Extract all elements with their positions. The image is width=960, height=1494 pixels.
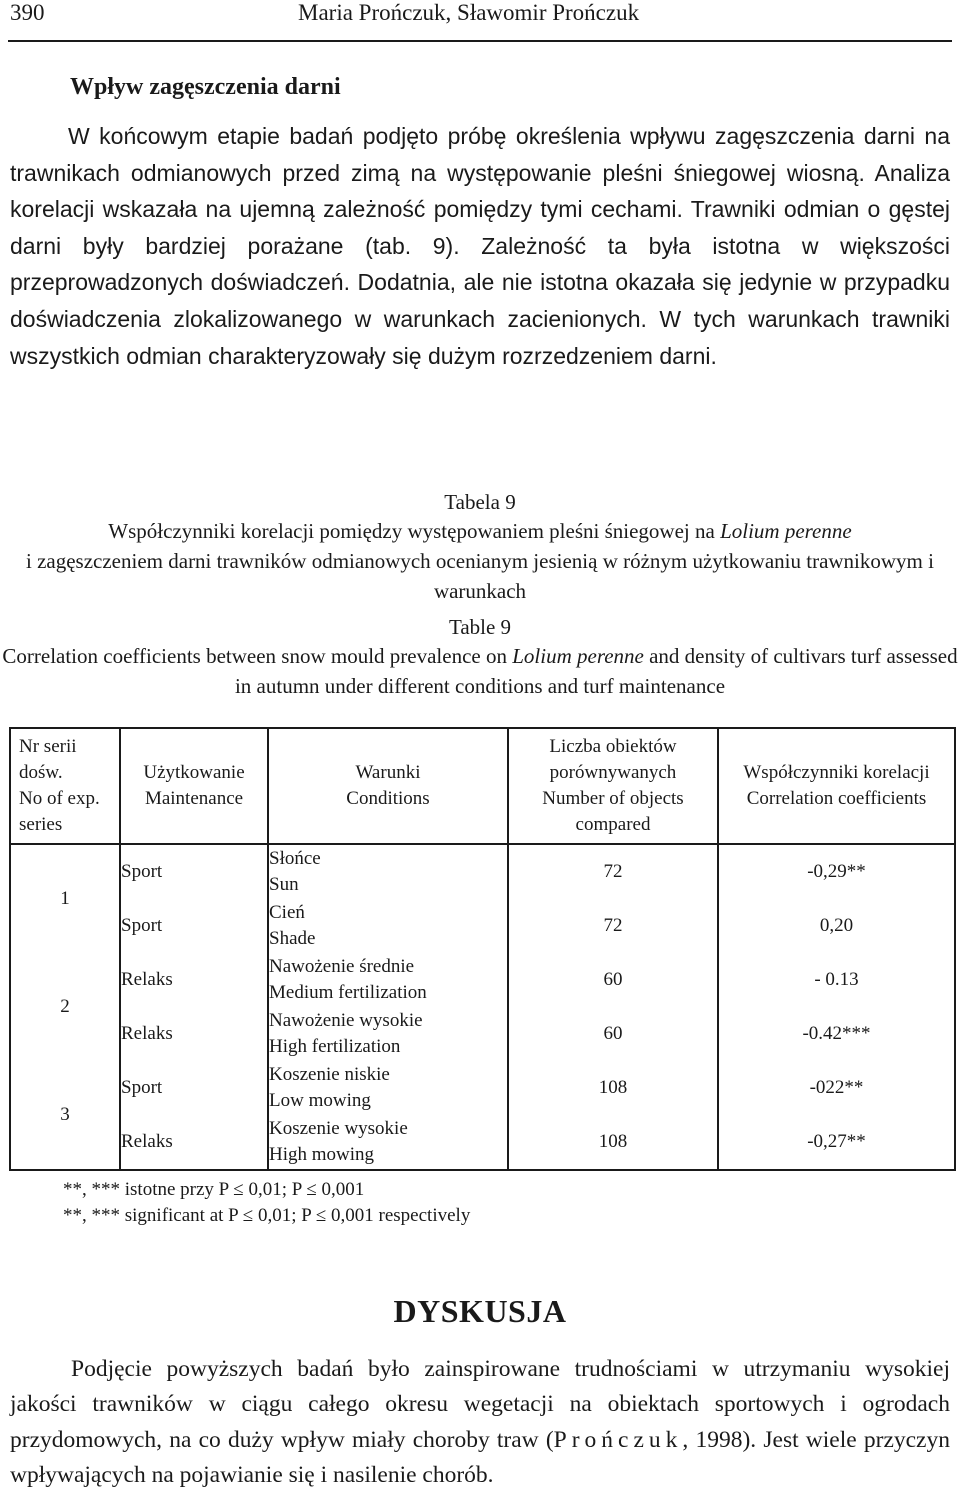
- header-correlation-line: Correlation coefficients: [746, 788, 927, 809]
- correlation-table: [9, 727, 956, 1171]
- objects-cell: 60: [603, 969, 623, 990]
- table-header-row: [10, 728, 955, 844]
- table-footnote-en: **, *** significant at P ≤ 0,01; P ≤ 0,001 respectively: [63, 1205, 471, 1226]
- maintenance-cell: Sport: [121, 861, 163, 882]
- caption-en-species: Lolium perenne: [512, 644, 644, 668]
- discussion-text-end: , 1998). Jest wiele przyczyn wpływających na pojawianie się i nasilenie chorób.: [10, 1426, 950, 1489]
- table-footnote-pl: **, *** istotne przy P ≤ 0,01; P ≤ 0,001: [63, 1179, 365, 1200]
- correlation-cell: -0,27**: [807, 1131, 866, 1152]
- header-conditions-line: Conditions: [346, 788, 430, 809]
- condition-en: Low mowing: [269, 1090, 371, 1111]
- header-objects-line: compared: [575, 814, 651, 835]
- condition-pl: Słońce: [269, 848, 321, 869]
- section-heading: Wpływ zagęszczenia darni: [70, 74, 341, 100]
- condition-pl: Nawożenie wysokie: [269, 1010, 423, 1031]
- condition-en: High fertilization: [269, 1036, 401, 1057]
- caption-pl-species: Lolium perenne: [720, 519, 852, 543]
- condition-pl: Nawożenie średnie: [269, 956, 415, 977]
- condition-pl: Koszenie niskie: [269, 1064, 390, 1085]
- objects-cell: 72: [603, 915, 623, 936]
- header-series-line: Nr serii: [19, 736, 77, 757]
- header-rule: [8, 40, 952, 42]
- maintenance-cell: Relaks: [121, 1023, 173, 1044]
- header-objects: [508, 728, 718, 844]
- objects-column: [508, 844, 718, 1170]
- objects-cell: 108: [598, 1077, 628, 1098]
- header-objects-line: Number of objects: [542, 788, 684, 809]
- table-label-en: Table 9: [448, 615, 512, 639]
- table-caption-pl: [0, 516, 960, 606]
- running-head: [0, 0, 960, 40]
- header-maintenance: [120, 728, 268, 844]
- condition-en: High mowing: [269, 1144, 375, 1165]
- conditions-cell: [269, 1061, 507, 1115]
- objects-cell: 72: [603, 861, 623, 882]
- condition-pl: Koszenie wysokie: [269, 1118, 408, 1139]
- maintenance-cell: Sport: [121, 915, 163, 936]
- caption-pl-text-end: i zagęszczeniem darni trawników odmianowych ocenianym jesienią w różnym użytkowaniu trawnikowym i warunkach: [26, 549, 934, 603]
- header-series: [10, 728, 120, 844]
- header-maintenance-line: Użytkowanie: [143, 762, 245, 783]
- header-series-line: No of exp.: [19, 788, 100, 809]
- cited-author: Prończuk: [553, 1426, 683, 1453]
- condition-en: Medium fertilization: [269, 982, 427, 1003]
- objects-cell: 108: [598, 1131, 628, 1152]
- header-objects-line: Liczba obiektów: [549, 736, 677, 757]
- maintenance-cell: Relaks: [121, 969, 173, 990]
- discussion-paragraph: [10, 1352, 950, 1494]
- series-cell: 3: [60, 1104, 70, 1125]
- caption-en-text-end: and density of cultivars turf assessed in autumn under different conditions and turf maintenance: [234, 644, 958, 698]
- correlation-cell: - 0.13: [814, 969, 859, 990]
- discussion-text: Podjęcie powyższych badań było zainspirowane trudnościami w utrzymaniu wysokiej jakości trawników w ciągu całego okresu wegetacji na obiektach sportowych i ogrodach przydomowych, na co duży wpływ miały choroby traw (: [10, 1356, 950, 1453]
- correlation-column: [718, 844, 955, 1170]
- series-column: [10, 844, 120, 1170]
- header-correlation: [718, 728, 955, 844]
- header-conditions: [268, 728, 508, 844]
- correlation-cell: -0,29**: [807, 861, 866, 882]
- maintenance-cell: Sport: [121, 1077, 163, 1098]
- correlation-cell: 0,20: [819, 915, 854, 936]
- conditions-column: [268, 844, 508, 1170]
- running-head-authors: Maria Prończuk, Sławomir Prończuk: [298, 0, 640, 25]
- header-objects-line: porównywanych: [549, 762, 677, 783]
- discussion-heading: DYSKUSJA: [393, 1293, 567, 1329]
- correlation-table-wrapper: [9, 727, 954, 1171]
- objects-cell: 60: [603, 1023, 623, 1044]
- header-maintenance-line: Maintenance: [144, 788, 244, 809]
- conditions-cell: [269, 1115, 507, 1169]
- series-cell: 2: [60, 996, 70, 1017]
- maintenance-column: [120, 844, 268, 1170]
- series-cell: 1: [60, 888, 70, 909]
- header-series-line: dośw.: [19, 762, 63, 783]
- page-number: 390: [10, 0, 45, 25]
- conditions-cell: [269, 953, 507, 1007]
- condition-pl: Cień: [269, 902, 305, 923]
- table-caption-en: [0, 641, 960, 701]
- caption-en-text: Correlation coefficients between snow mould prevalence on: [2, 644, 513, 668]
- correlation-cell: -022**: [809, 1077, 864, 1098]
- maintenance-cell: Relaks: [121, 1131, 173, 1152]
- caption-pl-text: Współczynniki korelacji pomiędzy występowaniem pleśni śniegowej na: [108, 519, 721, 543]
- condition-en: Sun: [269, 874, 299, 895]
- section-paragraph: W końcowym etapie badań podjęto próbę określenia wpływu zagęszczenia darni na trawnikach odmianowych przed zimą na występowanie pleśni śniegowej wiosną. Analiza korelacji wskazała na ujemną zależność pomiędzy tymi cechami. Trawniki odmian o gęstej darni były bardziej porażane (tab. 9). Zależność ta była istotna w większości przeprowadzonych doświadczeń. Dodatnia, ale nie istotna okazała się jedynie w przypadku doświadczenia zlokalizowanego w warunkach zacienionych. W tych warunkach trawniki wszystkich odmian charakteryzowały się dużym rozrzedzeniem darni.: [10, 123, 950, 369]
- table-body-row: [10, 844, 955, 1170]
- header-conditions-line: Warunki: [355, 762, 421, 783]
- conditions-cell: [269, 899, 507, 953]
- table-label-pl: Tabela 9: [444, 490, 516, 514]
- condition-en: Shade: [269, 928, 316, 949]
- conditions-cell: [269, 1007, 507, 1061]
- header-correlation-line: Współczynniki korelacji: [743, 762, 930, 783]
- header-series-line: series: [19, 814, 63, 835]
- correlation-cell: -0.42***: [802, 1023, 871, 1044]
- conditions-cell: [269, 845, 507, 899]
